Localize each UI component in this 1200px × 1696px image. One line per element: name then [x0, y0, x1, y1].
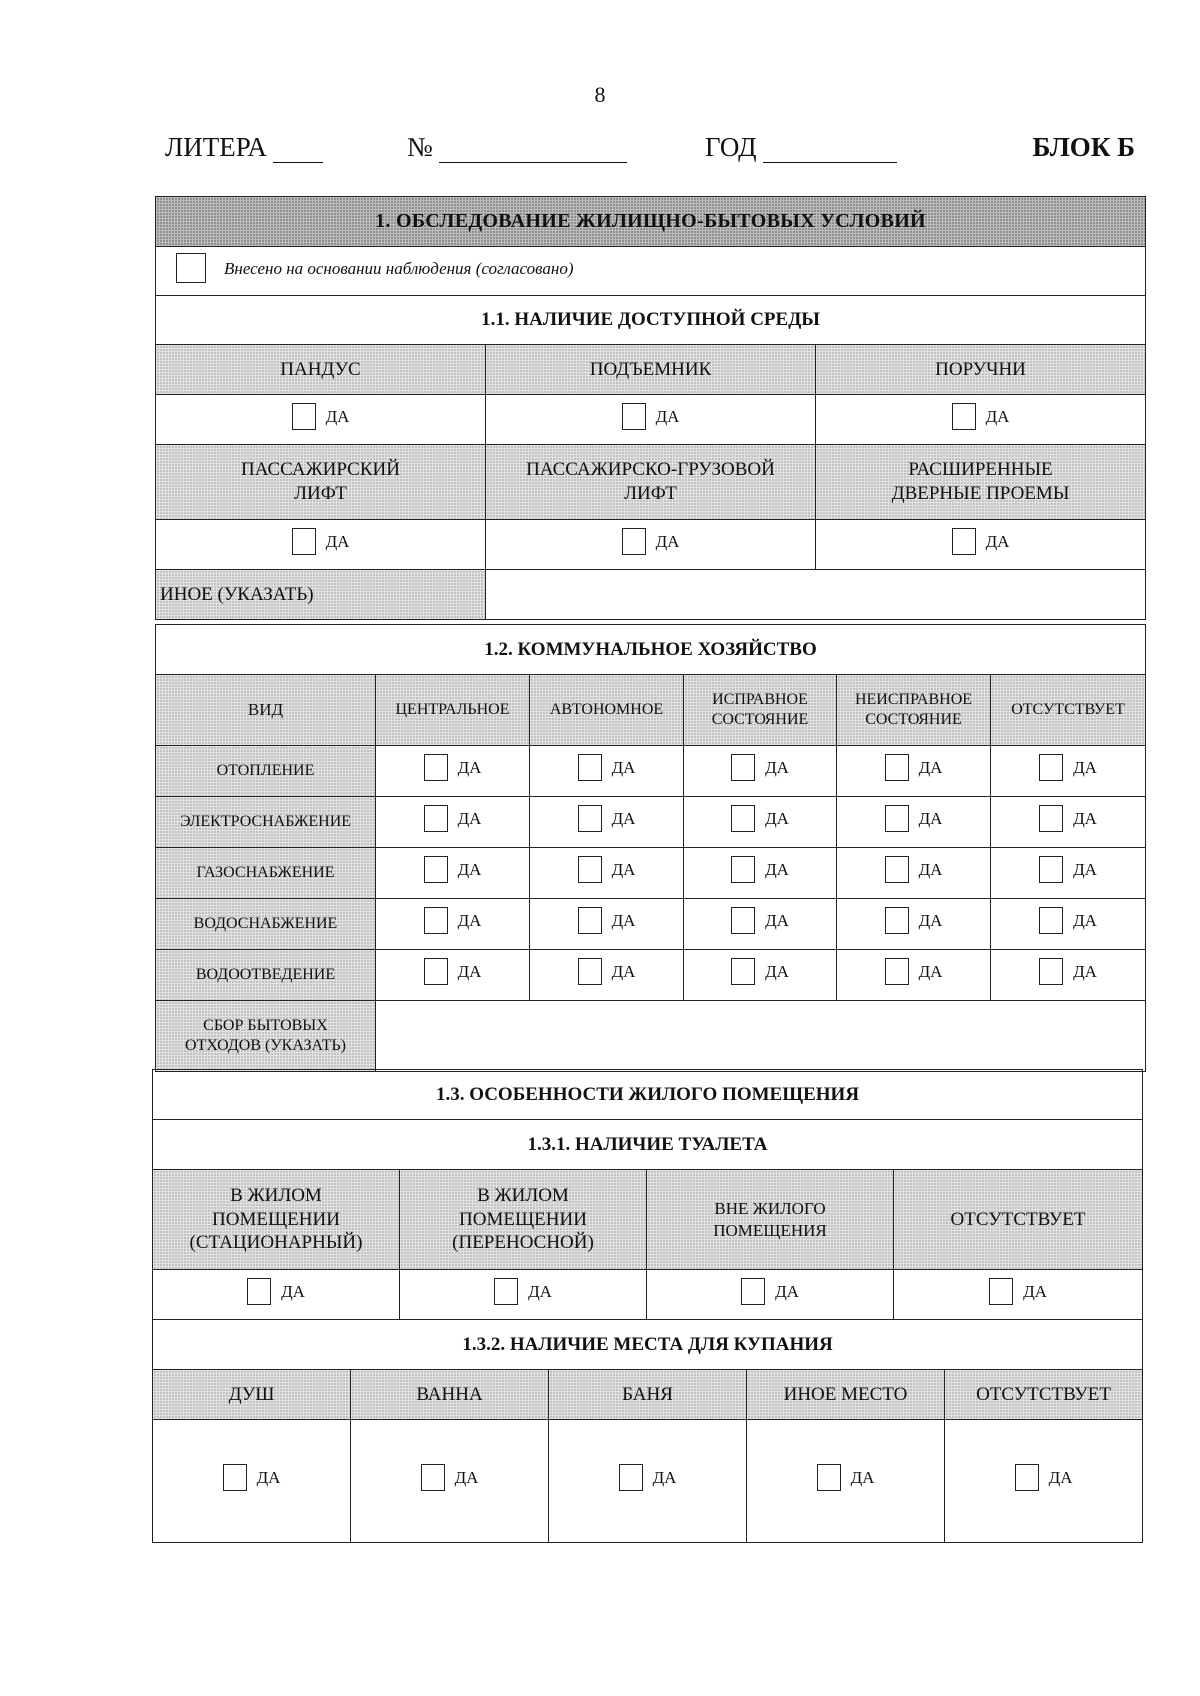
header-toilet-portable: В ЖИЛОМ ПОМЕЩЕНИИ (ПЕРЕНОСНОЙ) [400, 1170, 647, 1270]
yes-label: ДА [918, 962, 943, 981]
heating-working-checkbox[interactable] [731, 754, 755, 781]
header-absent: ОТСУТСТВУЕТ [991, 675, 1146, 746]
yes-label: ДА [611, 962, 636, 981]
litera-blank[interactable] [273, 138, 323, 163]
other-input[interactable] [486, 570, 1146, 620]
yes-label: ДА [325, 531, 350, 551]
yes-label: ДА [281, 1281, 305, 1301]
page-number: 8 [594, 82, 606, 107]
other-label: ИНОЕ (УКАЗАТЬ) [156, 570, 486, 620]
sewage-broken-checkbox[interactable] [885, 958, 909, 985]
wide-doorways-checkbox[interactable] [952, 528, 976, 555]
table-row [156, 950, 1146, 1001]
table-section-1-3 [152, 1069, 1143, 1320]
year-blank[interactable] [763, 138, 897, 163]
lift-platform-checkbox[interactable] [622, 403, 646, 430]
section-1-3-2-title: 1.3.2. НАЛИЧИЕ МЕСТА ДЛЯ КУПАНИЯ [153, 1320, 1143, 1370]
litera-field [165, 132, 323, 163]
section-1-1-title: 1.1. НАЛИЧИЕ ДОСТУПНОЙ СРЕДЫ [156, 296, 1146, 345]
yes-label: ДА [655, 531, 680, 551]
electricity-central-checkbox[interactable] [424, 805, 448, 832]
yes-label: ДА [528, 1281, 552, 1301]
yes-label: ДА [985, 406, 1010, 426]
ramp-checkbox[interactable] [292, 403, 316, 430]
yes-label: ДА [850, 1468, 875, 1487]
heating-broken-checkbox[interactable] [885, 754, 909, 781]
electricity-autonomous-checkbox[interactable] [578, 805, 602, 832]
table-row [156, 746, 1146, 797]
yes-label: ДА [765, 809, 789, 828]
form-header [165, 132, 1135, 172]
number-blank[interactable] [439, 138, 627, 163]
yes-label: ДА [1073, 860, 1097, 879]
bathing-absent-checkbox[interactable] [1015, 1464, 1039, 1491]
yes-label: ДА [652, 1468, 677, 1487]
header-passenger-elevator: ПАССАЖИРСКИЙ ЛИФТ [156, 445, 486, 520]
water-working-checkbox[interactable] [731, 907, 755, 934]
yes-label: ДА [775, 1281, 799, 1301]
table-row [156, 797, 1146, 848]
header-type: ВИД [156, 675, 376, 746]
bath-checkbox[interactable] [421, 1464, 445, 1491]
yes-label: ДА [611, 758, 636, 777]
yes-label: ДА [454, 1468, 479, 1487]
ramp-yes-cell [156, 395, 486, 445]
table-row [156, 848, 1146, 899]
gas-absent-checkbox[interactable] [1039, 856, 1063, 883]
passenger-elevator-checkbox[interactable] [292, 528, 316, 555]
header-toilet-absent: ОТСУТСТВУЕТ [894, 1170, 1143, 1270]
header-bathing-absent: ОТСУТСТВУЕТ [945, 1370, 1143, 1420]
table-section-1-2 [155, 624, 1146, 1072]
yes-label: ДА [1023, 1281, 1047, 1301]
header-lift-platform: ПОДЪЕМНИК [486, 345, 816, 395]
yes-label: ДА [1073, 758, 1097, 777]
header-toilet-outside: ВНЕ ЖИЛОГО ПОМЕЩЕНИЯ [647, 1170, 894, 1270]
observation-note-row [156, 247, 1146, 296]
water-broken-checkbox[interactable] [885, 907, 909, 934]
number-field [407, 132, 627, 163]
header-ramp: ПАНДУС [156, 345, 486, 395]
row-label-water: ВОДОСНАБЖЕНИЕ [156, 899, 376, 950]
section-1-2-title: 1.2. КОММУНАЛЬНОЕ ХОЗЯЙСТВО [156, 625, 1146, 675]
sewage-autonomous-checkbox[interactable] [578, 958, 602, 985]
sewage-working-checkbox[interactable] [731, 958, 755, 985]
heating-central-checkbox[interactable] [424, 754, 448, 781]
table-row [156, 899, 1146, 950]
row-label-waste: СБОР БЫТОВЫХ ОТХОДОВ (УКАЗАТЬ) [156, 1001, 376, 1072]
electricity-working-checkbox[interactable] [731, 805, 755, 832]
lift-platform-yes-cell [486, 395, 816, 445]
shower-checkbox[interactable] [223, 1464, 247, 1491]
block-label: БЛОК Б [1032, 132, 1135, 162]
handrails-yes-cell [816, 395, 1146, 445]
gas-autonomous-checkbox[interactable] [578, 856, 602, 883]
water-absent-checkbox[interactable] [1039, 907, 1063, 934]
handrails-checkbox[interactable] [952, 403, 976, 430]
yes-label: ДА [457, 962, 482, 981]
electricity-broken-checkbox[interactable] [885, 805, 909, 832]
header-freight-elevator: ПАССАЖИРСКО-ГРУЗОВОЙ ЛИФТ [486, 445, 816, 520]
yes-label: ДА [256, 1468, 281, 1487]
other-place-checkbox[interactable] [817, 1464, 841, 1491]
number-label: № [407, 132, 433, 162]
header-handrails: ПОРУЧНИ [816, 345, 1146, 395]
freight-elevator-checkbox[interactable] [622, 528, 646, 555]
yes-label: ДА [918, 860, 943, 879]
header-other-place: ИНОЕ МЕСТО [747, 1370, 945, 1420]
yes-label: ДА [918, 911, 943, 930]
yes-label: ДА [765, 962, 789, 981]
yes-label: ДА [1073, 911, 1097, 930]
header-autonomous: АВТОНОМНОЕ [530, 675, 684, 746]
gas-central-checkbox[interactable] [424, 856, 448, 883]
header-wide-doorways: РАСШИРЕННЫЕ ДВЕРНЫЕ ПРОЕМЫ [816, 445, 1146, 520]
header-working: ИСПРАВНОЕ СОСТОЯНИЕ [684, 675, 837, 746]
yes-label: ДА [611, 860, 636, 879]
row-label-electricity: ЭЛЕКТРОСНАБЖЕНИЕ [156, 797, 376, 848]
waste-input[interactable] [376, 1001, 1146, 1072]
heating-autonomous-checkbox[interactable] [578, 754, 602, 781]
sewage-absent-checkbox[interactable] [1039, 958, 1063, 985]
yes-label: ДА [1073, 962, 1097, 981]
section-1-3-title: 1.3. ОСОБЕННОСТИ ЖИЛОГО ПОМЕЩЕНИЯ [153, 1070, 1143, 1120]
yes-label: ДА [655, 406, 680, 426]
header-bathhouse: БАНЯ [549, 1370, 747, 1420]
observation-checkbox[interactable] [176, 253, 206, 283]
table-section-1-3-2 [152, 1319, 1143, 1543]
toilet-stationary-checkbox[interactable] [247, 1278, 271, 1305]
section-1-title: 1. ОБСЛЕДОВАНИЕ ЖИЛИЩНО-БЫТОВЫХ УСЛОВИЙ [156, 197, 1146, 247]
header-broken: НЕИСПРАВНОЕ СОСТОЯНИЕ [837, 675, 991, 746]
yes-label: ДА [611, 809, 636, 828]
yes-label: ДА [918, 758, 943, 777]
table-section-1-1 [155, 196, 1146, 620]
toilet-outside-checkbox[interactable] [741, 1278, 765, 1305]
year-field [705, 132, 897, 163]
sewage-central-checkbox[interactable] [424, 958, 448, 985]
observation-note: Внесено на основании наблюдения (согласовано) [224, 258, 574, 278]
toilet-absent-checkbox[interactable] [989, 1278, 1013, 1305]
year-label: ГОД [705, 132, 757, 162]
heating-absent-checkbox[interactable] [1039, 754, 1063, 781]
yes-label: ДА [1048, 1468, 1073, 1487]
litera-label: ЛИТЕРА [165, 132, 267, 162]
yes-label: ДА [457, 860, 482, 879]
header-bath: ВАННА [351, 1370, 549, 1420]
wide-doorways-yes-cell [816, 520, 1146, 570]
yes-label: ДА [1073, 809, 1097, 828]
water-central-checkbox[interactable] [424, 907, 448, 934]
row-label-heating: ОТОПЛЕНИЕ [156, 746, 376, 797]
section-1-3-1-title: 1.3.1. НАЛИЧИЕ ТУАЛЕТА [153, 1120, 1143, 1170]
passenger-elevator-yes-cell [156, 520, 486, 570]
header-shower: ДУШ [153, 1370, 351, 1420]
gas-broken-checkbox[interactable] [885, 856, 909, 883]
yes-label: ДА [457, 758, 482, 777]
yes-label: ДА [457, 809, 482, 828]
yes-label: ДА [918, 809, 943, 828]
yes-label: ДА [985, 531, 1010, 551]
header-central: ЦЕНТРАЛЬНОЕ [376, 675, 530, 746]
electricity-absent-checkbox[interactable] [1039, 805, 1063, 832]
gas-working-checkbox[interactable] [731, 856, 755, 883]
bathhouse-checkbox[interactable] [619, 1464, 643, 1491]
yes-label: ДА [325, 406, 350, 426]
row-label-sewage: ВОДООТВЕДЕНИЕ [156, 950, 376, 1001]
toilet-portable-checkbox[interactable] [494, 1278, 518, 1305]
yes-label: ДА [765, 911, 789, 930]
water-autonomous-checkbox[interactable] [578, 907, 602, 934]
freight-elevator-yes-cell [486, 520, 816, 570]
row-label-gas: ГАЗОСНАБЖЕНИЕ [156, 848, 376, 899]
yes-label: ДА [611, 911, 636, 930]
yes-label: ДА [457, 911, 482, 930]
yes-label: ДА [765, 758, 789, 777]
yes-label: ДА [765, 860, 789, 879]
header-toilet-stationary: В ЖИЛОМ ПОМЕЩЕНИИ (СТАЦИОНАРНЫЙ) [153, 1170, 400, 1270]
